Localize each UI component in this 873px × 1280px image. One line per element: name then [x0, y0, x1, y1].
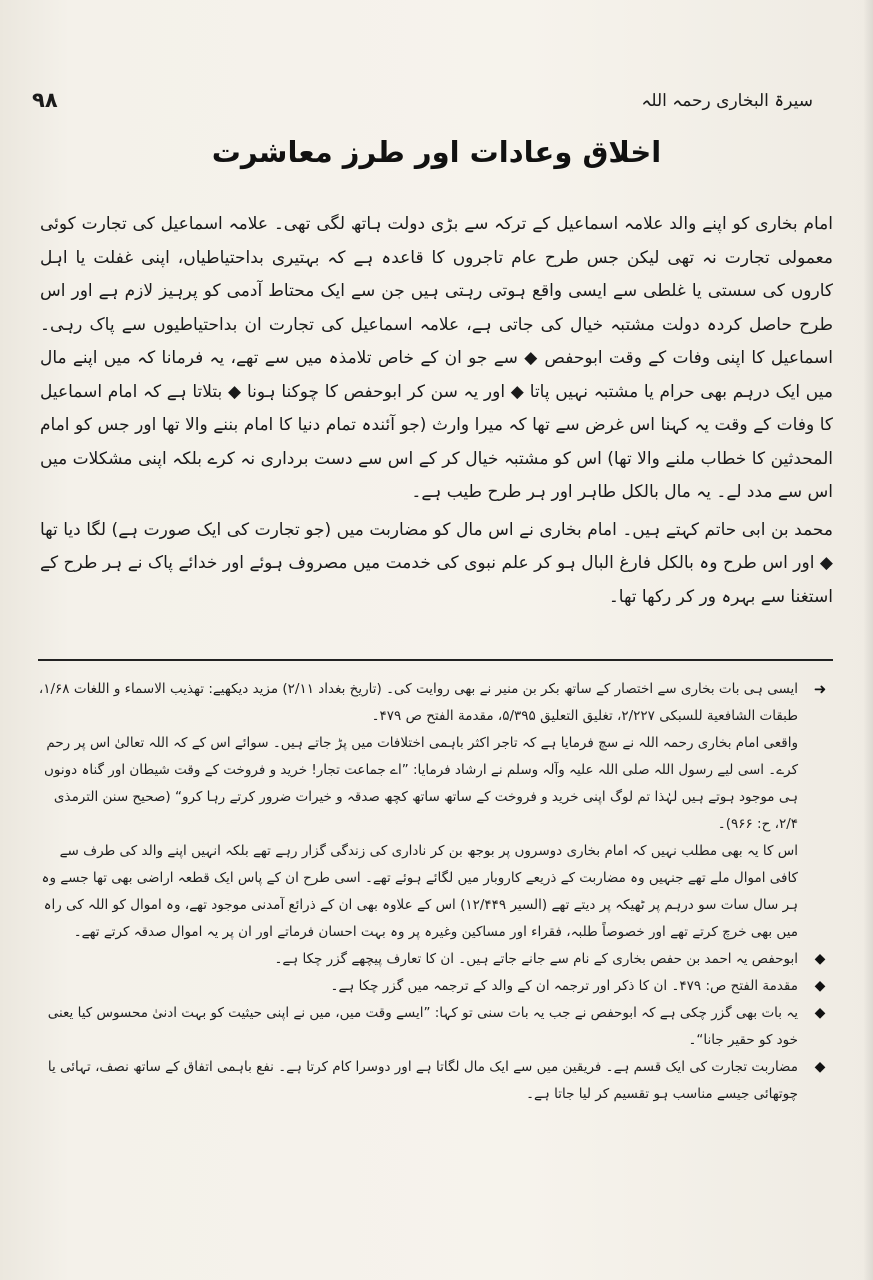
paragraph-1: امام بخاری کو اپنے والد علامہ اسماعیل کے ترکہ سے بڑی دولت ہاتھ لگی تھی۔ علامہ اسماعیل کی تجارت کوئی معمولی تجارت نہ تھی لیکن جس طرح عام تاجروں کا قاعدہ ہے کہ بہتیری بداحتیاطیاں، اپنی غفلت یا اہل کاروں کی سستی یا غلطی سے ایسی واقع ہوتی رہتی ہیں جن سے ایک محتاط آدمی کو پرہیز لازم ہے اور اس طرح حاصل کردہ دولت مشتبہ خیال کی جاتی ہے، علامہ اسماعیل کی تجارت ان بداحتیاطیوں سے پاک رہی۔ اسماعیل کا اپنی وفات کے وقت ابوحفص ◆ سے جو ان کے خاص تلامذہ میں سے تھے، یہ فرمانا کہ میں اپنے مال میں ایک درہم بھی حرام یا مشتبہ نہیں پاتا ◆ اور یہ سن کر ابوحفص کا چوکنا ہونا ◆ بتلاتا ہے کہ امام اسماعیل کا وفات کے وقت یہ کہنا اس غرض سے تھا کہ میرا وارث (جو آئندہ تمام دنیا کا امام بننے والا تھا اور جس کو امام المحدثین کا خطاب ملنے والا تھا) اس کو مشتبہ خیال کر کے اس سے دست برداری نہ کرے بلکہ اپنی مشکلات میں اس سے مدد لے۔ یہ مال بالکل طاہر اور ہر طرح طیب ہے۔: [40, 214, 833, 502]
footnote-6: [38, 1000, 826, 1054]
running-header-title: سیرۃ البخاری رحمہ اللہ: [641, 91, 813, 111]
page-number: ۹۸: [32, 88, 58, 112]
footnote-1: [38, 676, 827, 730]
footnote-7: [38, 1054, 826, 1108]
chapter-title: اخلاق وعادات اور طرز معاشرت: [211, 135, 662, 169]
footnote-text: مضاربت تجارت کی ایک قسم ہے۔ فریقین میں سے ایک مال لگاتا ہے اور دوسرا کام کرتا ہے۔ نفع باہمی اتفاق کے ساتھ نصف، تہائی یا چوتھائی جیسے مناسب ہو تقسیم کر لیا جاتا ہے۔: [47, 1059, 798, 1102]
footnote-text: ابوحفص یہ احمد بن حفص بخاری کے نام سے جانے جاتے ہیں۔ ان کا تعارف پیچھے گزر چکا ہے۔: [274, 951, 798, 967]
paragraph-2: محمد بن ابی حاتم کہتے ہیں۔ امام بخاری نے اس مال کو مضاربت میں (جو تجارت کی ایک صورت ہے) لگا دیا تھا ◆ اور اس طرح وہ بالکل فارغ البال ہو کر علم نبوی کی خدمت میں مصروف ہوئے اور خدائے پاک نے ہر طرح کے استغنا سے بہرہ ور کر رکھا تھا۔: [40, 519, 833, 607]
footnote-text: واقعی امام بخاری رحمہ اللہ نے سچ فرمایا ہے کہ تاجر اکثر باہمی اختلافات میں پڑ جاتے ہیں۔ سوائے اس کے کہ اللہ تعالیٰ اس پر رحم کرے۔ اسی لیے رسول اللہ صلی اللہ علیہ وآلہ وسلم نے ارشاد فرمایا: ”اے جماعت تجار! خرید و فروخت کے وقت شیطان اور گناہ دونوں ہی موجود ہوتے ہیں لہٰذا تم لوگ اپنی خرید و فروخت کے ساتھ ساتھ کچھ صدقہ و خیرات ضرور کرتے رہا کرو“ (صحیح سنن الترمذی ۲/۴، ح: ۹۶۶)۔: [44, 735, 798, 832]
arrow-icon: ➜: [813, 680, 827, 698]
footnote-text: مقدمة الفتح ص: ۴۷۹۔ ان کا ذکر اور ترجمہ ان کے والد کے ترجمہ میں گزر چکا ہے۔: [330, 978, 798, 994]
diamond-icon: ◆: [814, 1005, 826, 1021]
footnote-text: ایسی ہی بات بخاری سے اختصار کے ساتھ بکر بن منیر نے بھی روایت کی۔ (تاریخ بغداد ۲/۱۱) مزید دیکھیے: تهذیب الاسماء و اللغات ۱/۶۸، طبقات الشافعیة للسبکی ۲/۲۲۷، تغلیق التعلیق ۵/۳۹۵، مقدمة الفتح ص ۴۷۹۔: [38, 681, 798, 724]
footnote-divider: [38, 659, 833, 661]
footnote-5: [38, 973, 826, 1000]
main-text: [40, 208, 833, 614]
diamond-icon: ◆: [814, 951, 826, 967]
diamond-icon: ◆: [814, 978, 826, 994]
footnote-text: یہ بات بھی گزر چکی ہے کہ ابوحفص نے جب یہ بات سنی تو کہا: ”ایسے وقت میں، میں نے اپنی حیثیت کو بہت ادنیٰ محسوس کیا یعنی خود کو حقیر جانا“۔: [47, 1005, 798, 1048]
footnote-text: اس کا یہ بھی مطلب نہیں کہ امام بخاری دوسروں پر بوجھ بن کر ناداری کی زندگی گزار رہے تھے بلکہ انہیں اپنے والد کی طرف سے کافی اموال ملے تھے جنہیں وہ مضاربت کے ذریعے کاروبار میں لگائے ہوئے تھے۔ اسی طرح ان کے پاس ایک قطعہ اراضی بھی تھا جسے وہ ہر سال سات سو درہم پر ٹھیکہ پر دیتے تھے (السیر ۱۲/۴۴۹) اس کے علاوہ بھی ان کے ذرائع آمدنی موجود تھے، وہ اموال کو اللہ کی راہ میں بھی خرچ کرتے تھے اور خصوصاً طلبہ، فقراء اور مساکین وغیرہ پر وہ بہت احسان فرماتے اور ان پر یہ اموال صدقہ کرتے تھے۔: [41, 843, 798, 940]
diamond-icon: ◆: [814, 1059, 826, 1075]
footnotes: [38, 676, 827, 1108]
footnote-2: [38, 730, 798, 838]
footnote-3: [38, 838, 798, 946]
footnote-4: [38, 946, 826, 973]
